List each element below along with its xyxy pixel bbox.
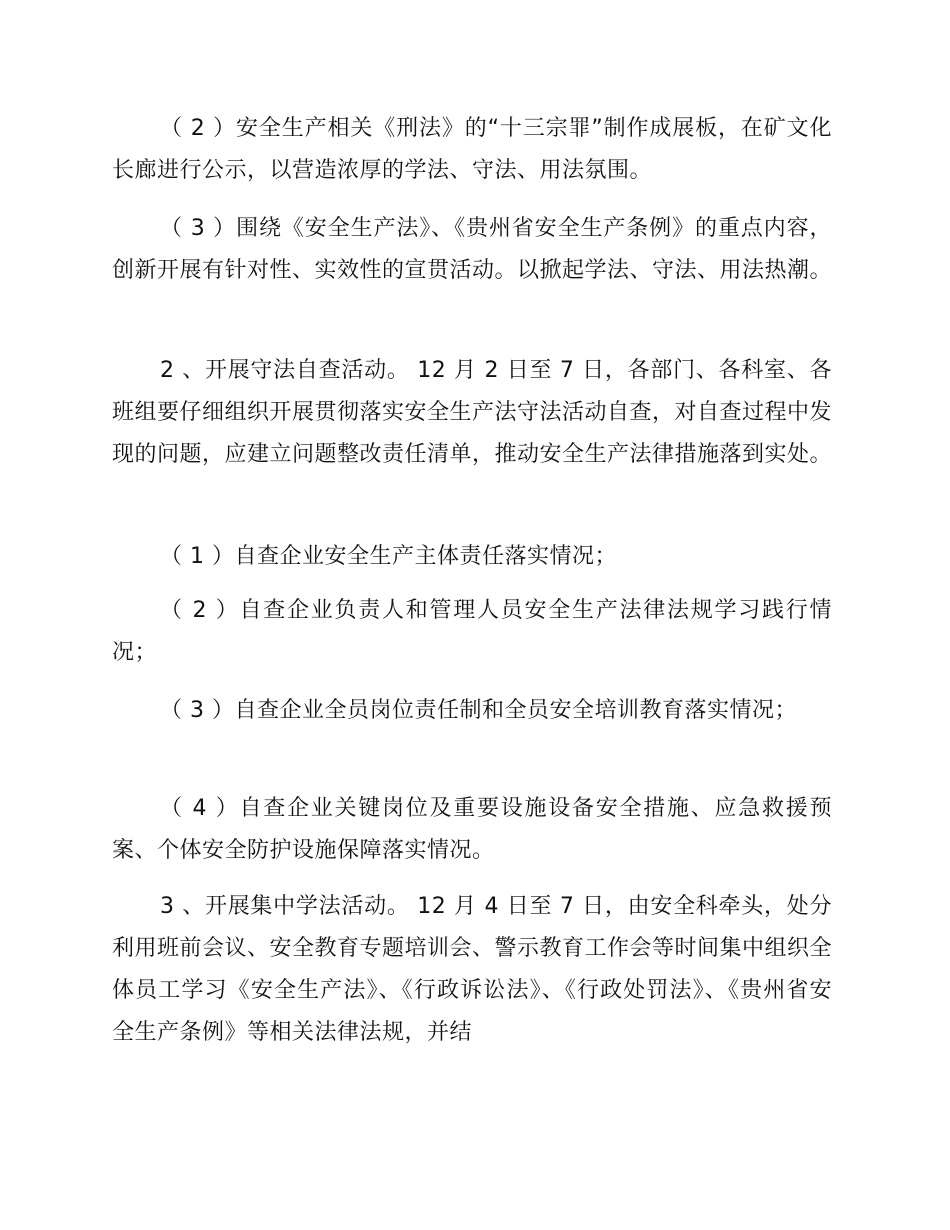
paragraph-check-item-4: （ 4 ）自查企业关键岗位及重要设施设备安全措施、应急救援预案、个体安全防护设施保障落实情况。: [112, 796, 832, 863]
paragraph-publicity-activities: （ 3 ）围绕《安全生产法》、《贵州省安全生产条例》的重点内容，创新开展有针对性、实效性的宣贯活动。以掀起学法、守法、用法热潮。: [112, 216, 833, 283]
paragraph-check-item-3: （ 3 ）自查企业全员岗位责任制和全员安全培训教育落实情况；: [160, 698, 797, 723]
paragraph-check-item-2: （ 2 ）自查企业负责人和管理人员安全生产法律法规学习践行情况；: [112, 598, 832, 665]
paragraph-check-item-1: （ 1 ）自查企业安全生产主体责任落实情况；: [160, 544, 617, 569]
paragraph-criminal-law-display: （ 2 ）安全生产相关《刑法》的“十三宗罪”制作成展板，在矿文化长廊进行公示，以营造浓厚的学法、守法、用法氛围。: [112, 116, 832, 183]
paragraph-self-inspection: 2 、开展守法自查活动。 12 月 2 日至 7 日，各部门、各科室、各班组要仔细组织开展贯彻落实安全生产法守法活动自查，对自查过程中发现的问题，应建立问题整改责任清单，推动安全生产法律措施落到实处。: [112, 358, 833, 467]
paragraph-concentrated-study: 3 、开展集中学法活动。 12 月 4 日至 7 日，由安全科牵头，处分利用班前会议、安全教育专题培训会、警示教育工作会等时间集中组织全体员工学习《安全生产法》、《行政诉讼法》、《行政处罚法》、《贵州省安全生产条例》等相关法律法规，并结: [112, 894, 833, 1045]
